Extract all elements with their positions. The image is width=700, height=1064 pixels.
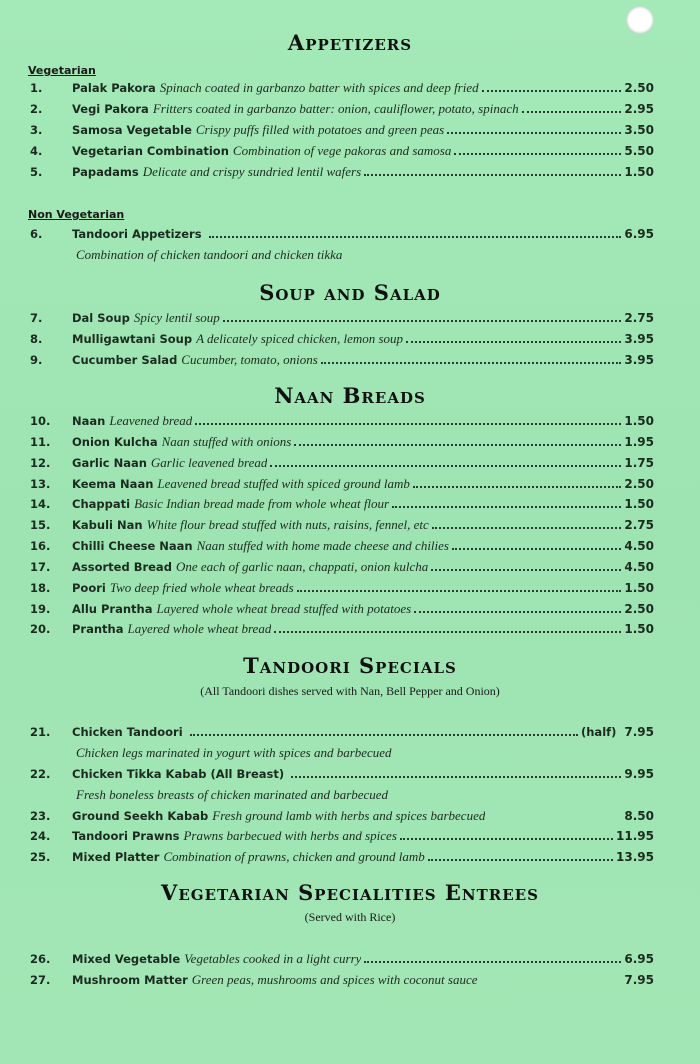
menu-item: [30, 951, 654, 971]
item-description: White flour bread stuffed with nuts, raisins, fennel, etc: [146, 517, 429, 532]
item-price: 4.50: [624, 560, 654, 574]
dot-leader: [392, 506, 621, 508]
item-price: 4.50: [624, 539, 654, 553]
item-name: Samosa Vegetable: [72, 123, 192, 137]
item-number: 18.: [30, 581, 51, 595]
item-number: 6.: [30, 227, 43, 241]
dot-leader: [190, 734, 578, 736]
item-price: 11.95: [616, 829, 654, 843]
item-number: 1.: [30, 81, 43, 95]
dot-leader: [195, 423, 621, 425]
item-price: 3.95: [624, 353, 654, 367]
item-price: 1.50: [624, 622, 654, 636]
menu-item: [30, 476, 654, 496]
item-name: Kabuli Nan: [72, 518, 143, 532]
item-price: 3.95: [624, 332, 654, 346]
item-name: Mixed Platter: [72, 850, 160, 864]
item-description: Naan stuffed with onions: [161, 434, 292, 449]
item-subdescription: Fresh boneless breasts of chicken marinated and barbecued: [76, 787, 389, 802]
dot-leader: [274, 631, 621, 633]
item-number: 11.: [30, 435, 51, 449]
item-price: 8.50: [624, 809, 654, 823]
tandoori-title: Tandoori Specials: [243, 653, 457, 678]
menu-item: [30, 101, 654, 121]
item-description: Combination of prawns, chicken and ground lamb: [163, 849, 425, 864]
item-description: Naan stuffed with home made cheese and chilies: [196, 538, 449, 553]
menu-item: [30, 352, 654, 372]
item-name: Tandoori Appetizers: [72, 227, 202, 241]
item-name: Ground Seekh Kabab: [72, 809, 209, 823]
item-number: 25.: [30, 850, 51, 864]
item-number: 21.: [30, 725, 51, 739]
item-number: 7.: [30, 311, 43, 325]
naan-breads-title: Naan Breads: [274, 383, 426, 408]
item-number: 9.: [30, 353, 43, 367]
item-description: Green peas, mushrooms and spices with coconut sauce: [191, 972, 478, 987]
dot-leader: [400, 838, 613, 840]
item-number: 5.: [30, 165, 43, 179]
item-name: Mixed Vegetable: [72, 952, 181, 966]
item-price: 13.95: [616, 850, 654, 864]
item-number: 23.: [30, 809, 51, 823]
item-name: Chicken Tikka Kabab (All Breast): [72, 767, 285, 781]
soup-salad-title: Soup and Salad: [259, 280, 441, 305]
item-number: 3.: [30, 123, 43, 137]
item-number: 2.: [30, 102, 43, 116]
item-description: Spicy lentil soup: [133, 310, 220, 325]
menu-item: [30, 808, 654, 828]
menu-item: [30, 767, 654, 787]
item-description: One each of garlic naan, chappati, onion kulcha: [175, 559, 429, 574]
item-name: Mulligawtani Soup: [72, 332, 193, 346]
item-price: 9.95: [624, 767, 654, 781]
menu-item: [30, 849, 654, 869]
tandoori-note: (All Tandoori dishes served with Nan, Bell Pepper and Onion): [200, 684, 500, 698]
dot-leader: [291, 776, 621, 778]
menu-item: [30, 517, 654, 537]
menu-item: [30, 434, 654, 454]
item-name: Papadams: [72, 165, 139, 179]
dot-leader: [209, 236, 622, 238]
item-name: Allu Prantha: [72, 602, 153, 616]
dot-leader: [414, 611, 621, 613]
menu-item: [30, 143, 654, 163]
dot-leader: [297, 590, 622, 592]
item-description: Layered whole wheat bread stuffed with potatoes: [156, 601, 412, 616]
dot-leader: [447, 132, 621, 134]
item-price: 2.50: [624, 602, 654, 616]
menu-item: [30, 538, 654, 558]
item-description: Delicate and crispy sundried lentil wafers: [142, 164, 362, 179]
dot-leader: [223, 320, 622, 322]
menu-item: [30, 413, 654, 433]
item-description: Combination of vege pakoras and samosa: [232, 143, 452, 158]
item-number: 27.: [30, 973, 51, 987]
item-number: 22.: [30, 767, 51, 781]
item-price: 1.75: [624, 456, 654, 470]
menu-item: [30, 455, 654, 475]
item-description: Fritters coated in garbanzo batter: onion, cauliflower, potato, spinach: [152, 101, 519, 116]
item-description: Fresh ground lamb with herbs and spices barbecued: [212, 808, 486, 823]
item-description: Garlic leavened bread: [150, 455, 268, 470]
item-price: 2.75: [624, 311, 654, 325]
item-description: Vegetables cooked in a light curry: [184, 951, 362, 966]
dot-leader: [454, 153, 621, 155]
item-number: 24.: [30, 829, 51, 843]
item-price: 7.95: [624, 973, 654, 987]
item-price: 3.50: [624, 123, 654, 137]
item-description: Two deep fried whole wheat breads: [109, 580, 294, 595]
item-number: 16.: [30, 539, 51, 553]
dot-leader: [294, 444, 621, 446]
menu-item: [30, 331, 654, 351]
item-number: 10.: [30, 414, 51, 428]
item-name: Garlic Naan: [72, 456, 147, 470]
item-price: 1.50: [624, 497, 654, 511]
item-name: Dal Soup: [72, 311, 130, 325]
dot-leader: [522, 111, 622, 113]
item-price: 2.95: [624, 102, 654, 116]
item-name: Keema Naan: [72, 477, 154, 491]
dot-leader: [364, 174, 621, 176]
item-number: 19.: [30, 602, 51, 616]
dot-leader: [431, 569, 621, 571]
item-subdescription: Chicken legs marinated in yogurt with spices and barbecued: [76, 745, 392, 760]
item-number: 17.: [30, 560, 51, 574]
dot-leader: [406, 341, 621, 343]
dot-leader: [364, 961, 621, 963]
item-name: Onion Kulcha: [72, 435, 158, 449]
item-price: 2.75: [624, 518, 654, 532]
item-description: Prawns barbecued with herbs and spices: [183, 828, 397, 843]
menu-item: [30, 310, 654, 330]
dot-leader: [428, 859, 613, 861]
item-price: 6.95: [624, 952, 654, 966]
item-description: Cucumber, tomato, onions: [181, 352, 318, 367]
item-description: Crispy puffs filled with potatoes and green peas: [195, 122, 445, 137]
menu-item: [30, 725, 654, 745]
menu-item: [30, 80, 654, 100]
dot-leader: [432, 527, 622, 529]
item-number: 26.: [30, 952, 51, 966]
item-price: 6.95: [624, 227, 654, 241]
item-price: 5.50: [624, 144, 654, 158]
item-number: 4.: [30, 144, 43, 158]
item-number: 15.: [30, 518, 51, 532]
veg-entrees-title: Vegetarian Specialities Entrees: [161, 880, 539, 905]
item-price: 7.95: [624, 725, 654, 739]
item-description: Layered whole wheat bread: [127, 621, 272, 636]
item-subdescription: Combination of chicken tandoori and chicken tikka: [76, 247, 343, 262]
item-description: Basic Indian bread made from whole wheat flour: [134, 496, 390, 511]
item-price: 1.95: [624, 435, 654, 449]
menu-item: [30, 828, 654, 848]
item-number: 14.: [30, 497, 51, 511]
item-description: A delicately spiced chicken, lemon soup: [196, 331, 404, 346]
menu-item: [30, 122, 654, 142]
non-vegetarian-label: Non Vegetarian: [28, 208, 125, 221]
item-number: 8.: [30, 332, 43, 346]
item-number: 20.: [30, 622, 51, 636]
dot-leader: [482, 90, 622, 92]
item-name: Cucumber Salad: [72, 353, 178, 367]
menu-item: [30, 601, 654, 621]
item-description: Leavened bread: [109, 413, 193, 428]
item-description: Spinach coated in garbanzo batter with spices and deep fried: [159, 80, 479, 95]
dot-leader: [452, 548, 621, 550]
item-price: 1.50: [624, 165, 654, 179]
menu-item: [30, 972, 654, 992]
item-name: Assorted Bread: [72, 560, 172, 574]
item-name: Chappati: [72, 497, 131, 511]
item-number: 13.: [30, 477, 51, 491]
item-name: Chicken Tandoori: [72, 725, 183, 739]
menu-item: [30, 621, 654, 641]
item-name: Chilli Cheese Naan: [72, 539, 193, 553]
item-price: 1.50: [624, 581, 654, 595]
item-price: 1.50: [624, 414, 654, 428]
veg-entrees-note: (Served with Rice): [304, 910, 396, 924]
dot-leader: [413, 486, 621, 488]
item-price: 2.50: [624, 477, 654, 491]
menu-item: [30, 164, 654, 184]
menu-item: [30, 580, 654, 600]
item-name: Poori: [72, 581, 106, 595]
item-name: Vegetarian Combination: [72, 144, 229, 158]
item-name: Mushroom Matter: [72, 973, 188, 987]
menu-item: [30, 496, 654, 516]
item-portion-note: (half): [580, 725, 617, 739]
item-name: Prantha: [72, 622, 124, 636]
item-name: Palak Pakora: [72, 81, 156, 95]
item-name: Tandoori Prawns: [72, 829, 180, 843]
item-price: 2.50: [624, 81, 654, 95]
item-number: 12.: [30, 456, 51, 470]
dot-leader: [270, 465, 621, 467]
appetizers-title: Appetizers: [287, 30, 413, 55]
dot-leader: [321, 362, 622, 364]
menu-item: [30, 227, 654, 247]
vegetarian-label: Vegetarian: [28, 64, 96, 77]
item-name: Vegi Pakora: [72, 102, 149, 116]
menu-item: [30, 559, 654, 579]
item-description: Leavened bread stuffed with spiced ground lamb: [157, 476, 410, 491]
item-name: Naan: [72, 414, 106, 428]
